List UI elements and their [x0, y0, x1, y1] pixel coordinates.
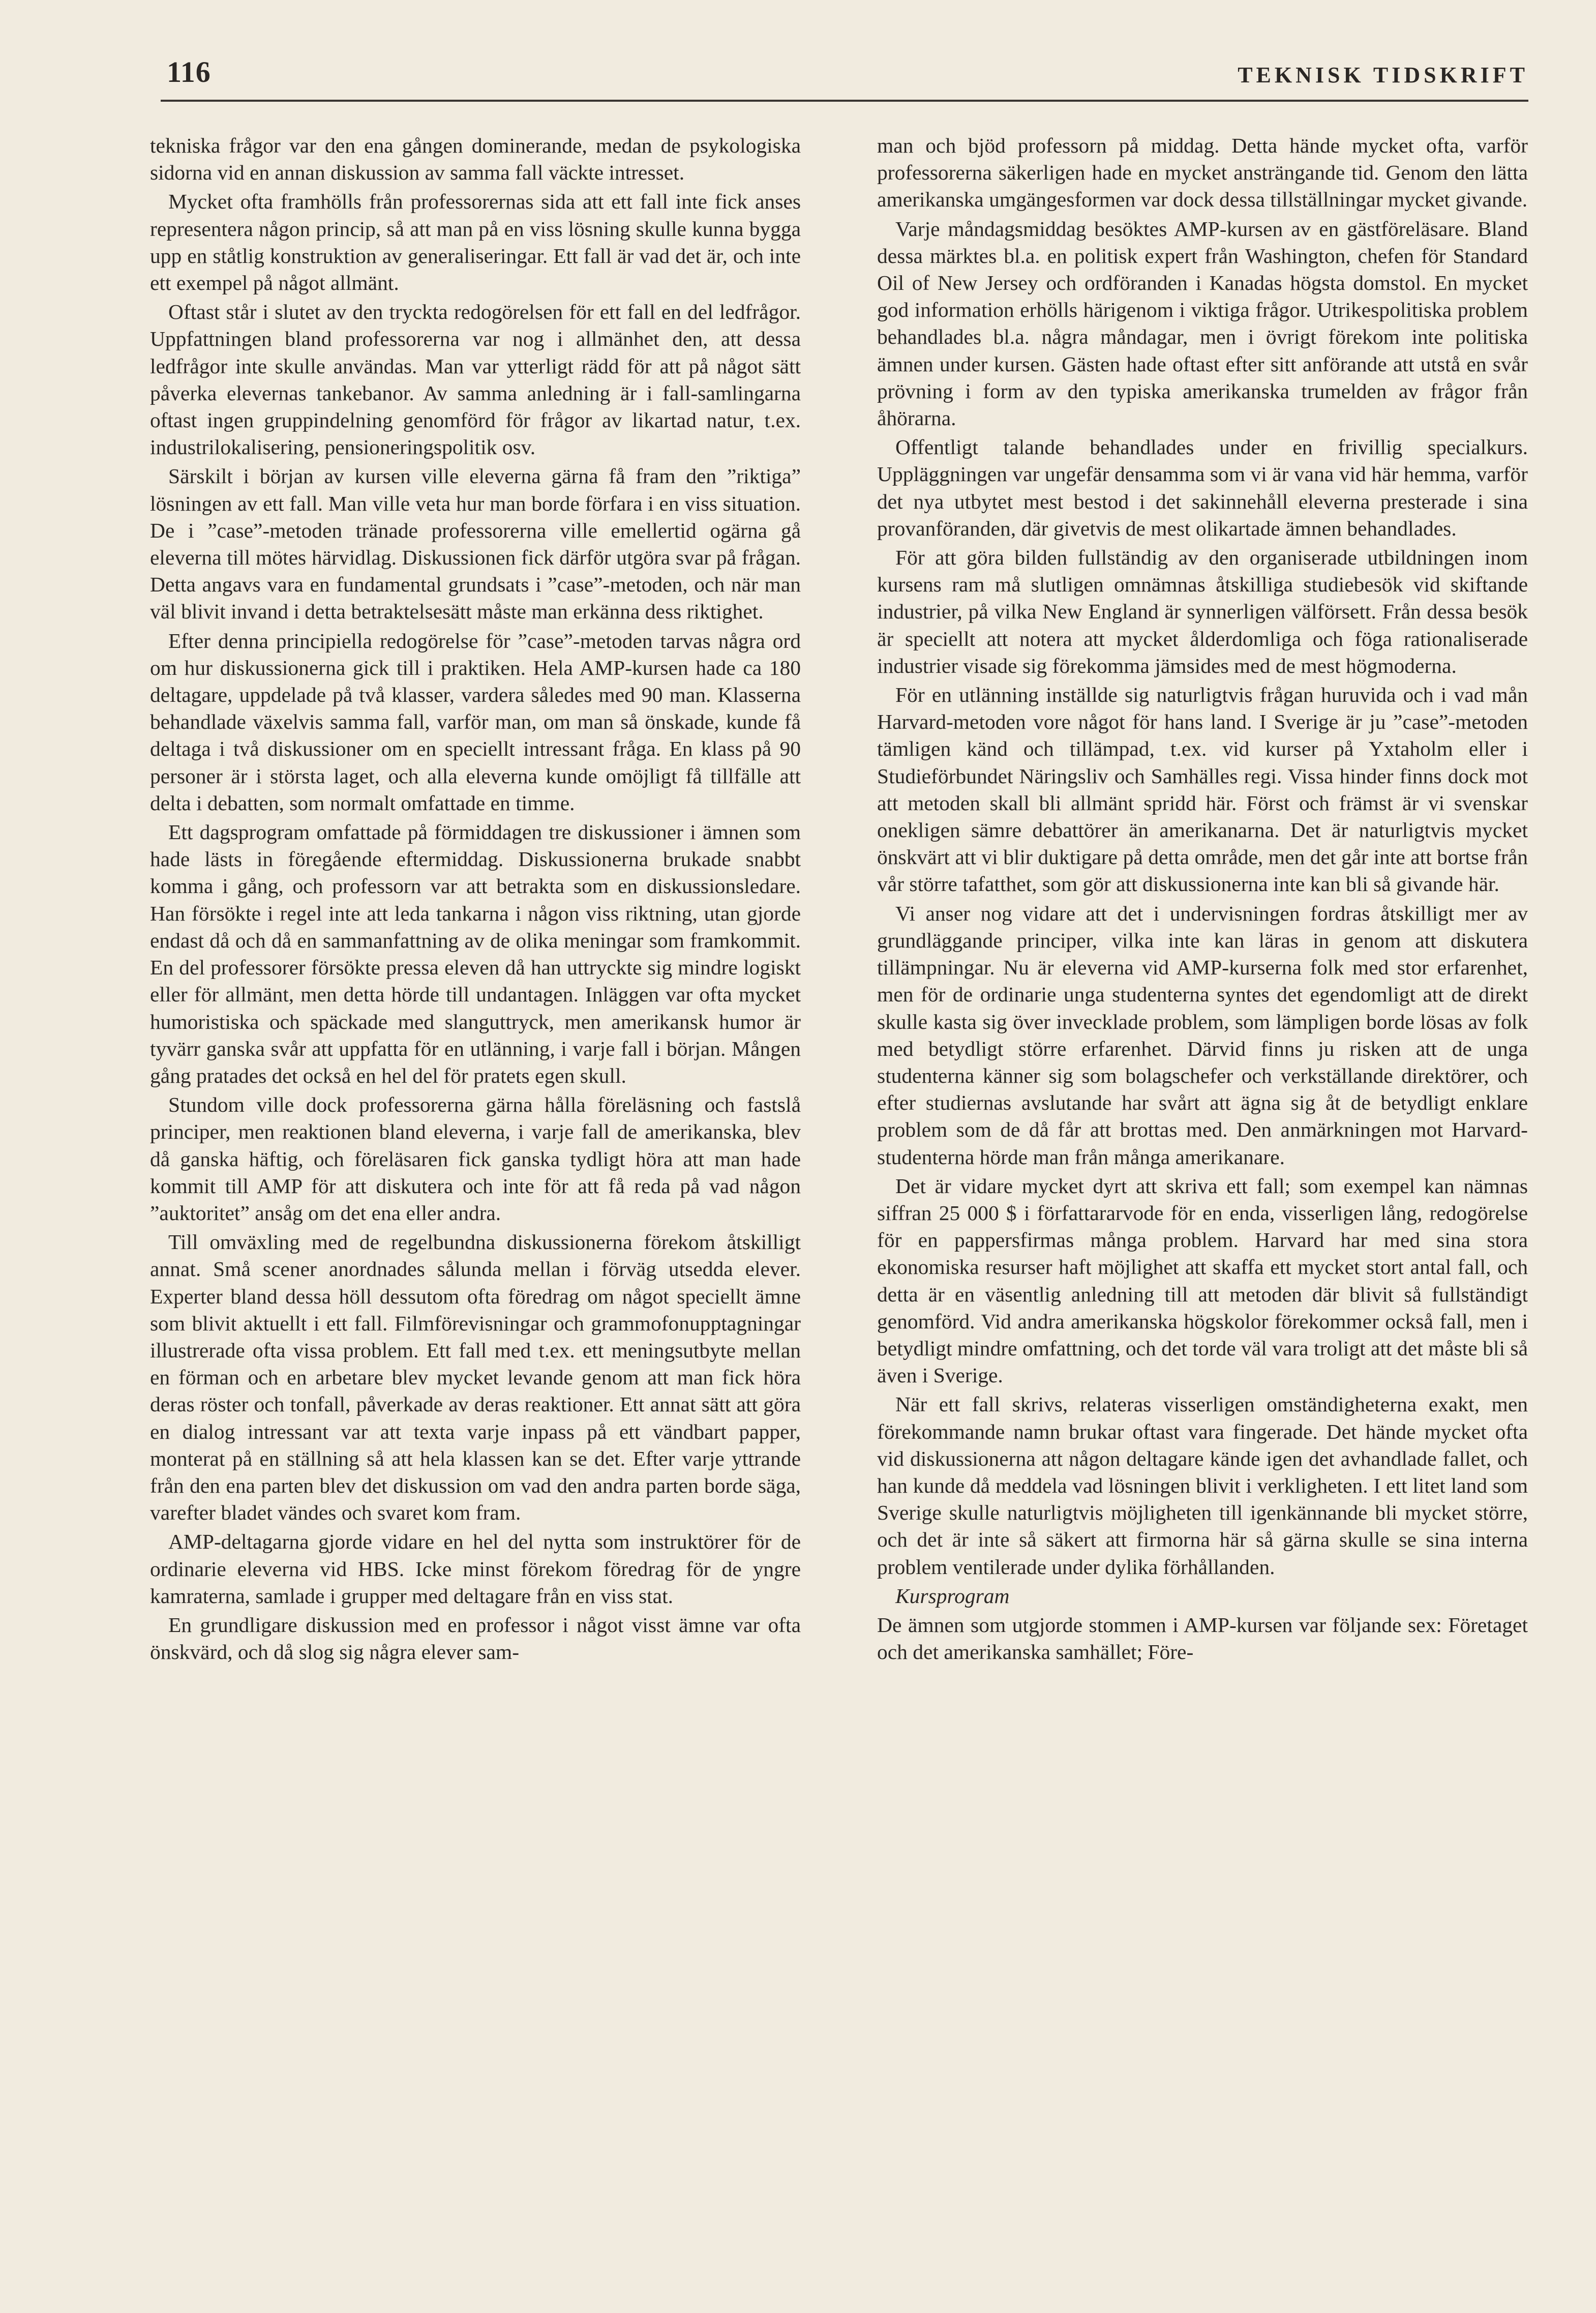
paragraph: Till omväxling med de regelbundna diskussionerna förekom åtskilligt annat. Små scener anordnades sålunda mellan i förväg utsedda elever. Experter bland dessa höll dessutom ofta föredrag om något speciellt ämne som blivit aktuellt i ett fall. Filmförevisningar och grammofonupptagningar illustrerade ofta vissa problem. Ett fall med t.ex. ett meningsutbyte mellan en förman och en arbetare blev mycket levande genom att man fick höra deras röster och tonfall, påverkade av deras reaktioner. Ett annat sätt att göra en dialog intressant var att texta varje inpass på ett vändbart papper, monterat på en ställning så att hela klassen kan se det. Efter varje yttrande från den ena parten blev det diskussion om vad den andra parten borde säga, varefter bladet vändes och svaret kom fram.	[150, 1230, 801, 1525]
paragraph: En grundligare diskussion med en professor i något visst ämne var ofta önskvärd, och då slog sig några elever sam-	[150, 1613, 801, 1664]
paragraph: AMP-deltagarna gjorde vidare en hel del nytta som instruktörer för de ordinarie eleverna vid HBS. Icke minst förekom föredrag för de yngre kamraterna, samlade i grupper med deltagare från en viss stat.	[150, 1530, 801, 1608]
paragraph: När ett fall skrivs, relateras visserligen omständigheterna exakt, men förekommande namn brukar oftast vara fingerade. Det hände mycket ofta vid diskussionerna att någon deltagare kände igen det avhandlade fallet, och han kunde då meddela vad lösningen blivit i verkligheten. I ett litet land som Sverige skulle naturligtvis möjligheten till igenkännande bli mycket större, och det är inte så säkert att firmorna här så gärna skulle se sina interna problem ventilerade under dylika förhållanden.	[877, 1392, 1528, 1579]
paragraph: För en utlänning inställde sig naturligtvis frågan huruvida och i vad mån Harvard-metoden vore något för hans land. I Sverige är ju ”case”-metoden tämligen känd och tillämpad, t.ex. vid kurser på Yxtaholm eller i Studieförbundet Näringsliv och Samhälles regi. Vissa hinder finns dock mot att metoden skall bli allmänt spridd här. Först och främst är vi svenskar onekligen sämre debattörer än amerikanarna. Det är naturligtvis mycket önskvärt att vi blir duktigare på detta område, men det går inte att bortse från vår större tafatthet, som gör att diskussionerna inte kan bli så givande här.	[877, 683, 1528, 896]
page-header	[161, 55, 1528, 96]
paragraph: Efter denna principiella redogörelse för ”case”-metoden tarvas några ord om hur diskussionerna gick till i praktiken. Hela AMP-kursen hade ca 180 deltagare, uppdelade på två klasser, vardera således med 90 man. Klasserna behandlade växelvis samma fall, varför man, om man så önskade, kunde få deltaga i två diskussioner om en speciellt intressant fråga. En klass på 90 personer är i största laget, och alla eleverna kunde omöjligt få tillfälle att delta i debatten, som normalt omfattade en timme.	[150, 629, 801, 815]
paragraph: För att göra bilden fullständig av den organiserade utbildningen inom kursens ram må slutligen omnämnas åtskilliga studiebesök vid skiftande industrier, på vilka New England är synnerligen välförsett. Från dessa besök är speciellt att notera att mycket ålderdomliga och föga rationaliserade industrier visade sig förekomma jämsides med de mest högmoderna.	[877, 546, 1528, 677]
paragraph: tekniska frågor var den ena gången dominerande, medan de psykologiska sidorna vid en annan diskussion av samma fall väckte intresset.	[150, 134, 801, 185]
page-number: 116	[167, 55, 211, 88]
paragraph: De ämnen som utgjorde stommen i AMP-kursen var följande sex: Företaget och det amerikanska samhället; Före-	[877, 1613, 1528, 1664]
paragraph: Vi anser nog vidare att det i undervisningen fordras åtskilligt mer av grundläggande principer, vilka inte kan läras in genom att diskutera tillämpningar. Nu är eleverna vid AMP-kurserna folk med stor erfarenhet, men för de ordinarie unga studenterna syntes det egendomligt att de direkt skulle kasta sig över invecklade problem, som lämpligen borde lösas av folk med betydligt större erfarenhet. Därvid finns ju risken att de unga studenterna känner sig som bolagschefer och verkställande direktörer, och efter studiernas avslutande har svårt att ägna sig åt de betydligt enklare problem som de då får att brottas med. Den anmärkningen mot Harvard-studenterna hörde man från många amerikanare.	[877, 901, 1528, 1169]
journal-title: TEKNISK TIDSKRIFT	[1238, 63, 1528, 87]
paragraph: man och bjöd professorn på middag. Detta hände mycket ofta, varför professorerna säkerligen hade en mycket ansträngande tid. Genom den lätta amerikanska umgängesformen var dock dessa tillställningar mycket givande.	[877, 134, 1528, 212]
left-column	[150, 132, 801, 1668]
paragraph: Stundom ville dock professorerna gärna hålla föreläsning och fastslå principer, men reaktionen bland eleverna, i varje fall de amerikanska, blev då ganska häftig, och föreläsaren fick ganska tydligt höra att man hade kommit till AMP för att diskutera och inte för att få reda på vad någon ”auktoritet” ansåg om det ena eller andra.	[150, 1093, 801, 1225]
paragraph: Det är vidare mycket dyrt att skriva ett fall; som exempel kan nämnas siffran 25 000 $ i författararvode för en enda, visserligen lång, redogörelse för en pappersfirmas många problem. Harvard har med sina stora ekonomiska resurser haft möjlighet att skaffa ett mycket stort antal fall, och detta är en väsentlig anledning till att metoden där blivit så fullständigt genomförd. Vid andra amerikanska högskolor förekommer också fall, men i betydligt mindre omfattning, och det torde väl vara troligt att det måste bli så även i Sverige.	[877, 1174, 1528, 1387]
paragraph: Mycket ofta framhölls från professorernas sida att ett fall inte fick anses representera någon princip, så att man på en viss lösning skulle kunna bygga upp en ståtlig konstruktion av generaliseringar. Ett fall är vad det är, och inte ett exempel på något allmänt.	[150, 190, 801, 295]
paragraph: Särskilt i början av kursen ville eleverna gärna få fram den ”riktiga” lösningen av ett fall. Man ville veta hur man borde förfara i en viss situation. De i ”case”-metoden tränade professorerna ville emellertid ogärna gå eleverna till mötes härvidlag. Diskussionen fick därför utgöra svar på frågan. Detta angavs vara en fundamental grundsats i ”case”-metoden, och när man väl blivit invand i detta betraktelsesätt måste man erkänna dess riktighet.	[150, 464, 801, 624]
paragraph: Ett dagsprogram omfattade på förmiddagen tre diskussioner i ämnen som hade lästs in föregående eftermiddag. Diskussionerna brukade snabbt komma i gång, och professorn var att betrakta som en diskussionsledare. Han försökte i regel inte att leda tankarna i någon viss riktning, utan gjorde endast då och då en sammanfattning av de olika meningar som framkommit. En del professorer försökte pressa eleven då han uttryckte sig mindre logiskt eller för allmänt, men detta hörde till undantagen. Inläggen var ofta mycket humoristiska och späckade med slanguttryck, men amerikansk humor är tyvärr ganska svår att uppfatta för en utlänning, i varje fall i början. Mången gång pratades det också en hel del för pratets egen skull.	[150, 820, 801, 1087]
section-heading: Kursprogram	[895, 1584, 1010, 1608]
paragraph: Offentligt talande behandlades under en frivillig specialkurs. Uppläggningen var ungefär densamma som vi är vana vid här hemma, varför det nya utbytet mest bestod i det sakinnehåll eleverna presterade i sina provanföranden, där givetvis de mest olikartade ämnen behandlades.	[877, 435, 1528, 540]
right-column	[877, 132, 1528, 1668]
paragraph: Varje måndagsmiddag besöktes AMP-kursen av en gästföreläsare. Bland dessa märktes bl.a. en politisk expert från Washington, chefen för Standard Oil of New Jersey och ordföranden i Kanadas högsta domstol. En mycket god information erhölls härigenom i viktiga frågor. Utrikespolitiska problem behandlades bl.a. några måndagar, men i övrigt förekom inte politiska ämnen under kursen. Gästen hade oftast efter sitt anförande att utstå en svår prövning i form av den typiska amerikanska trumelden av frågor från åhörarna.	[877, 217, 1528, 430]
paragraph: Oftast står i slutet av den tryckta redogörelsen för ett fall en del ledfrågor. Uppfattningen bland professorerna var nog i allmänhet den, att dessa ledfrågor inte skulle användas. Man var ytterligt rädd för att på något sätt påverka elevernas tankebanor. Av samma anledning är i fall-samlingarna oftast ingen gruppindelning genomförd för frågor av likartad natur, t.ex. industrilokalisering, pensioneringspolitik osv.	[150, 300, 801, 459]
header-rule	[161, 100, 1528, 102]
